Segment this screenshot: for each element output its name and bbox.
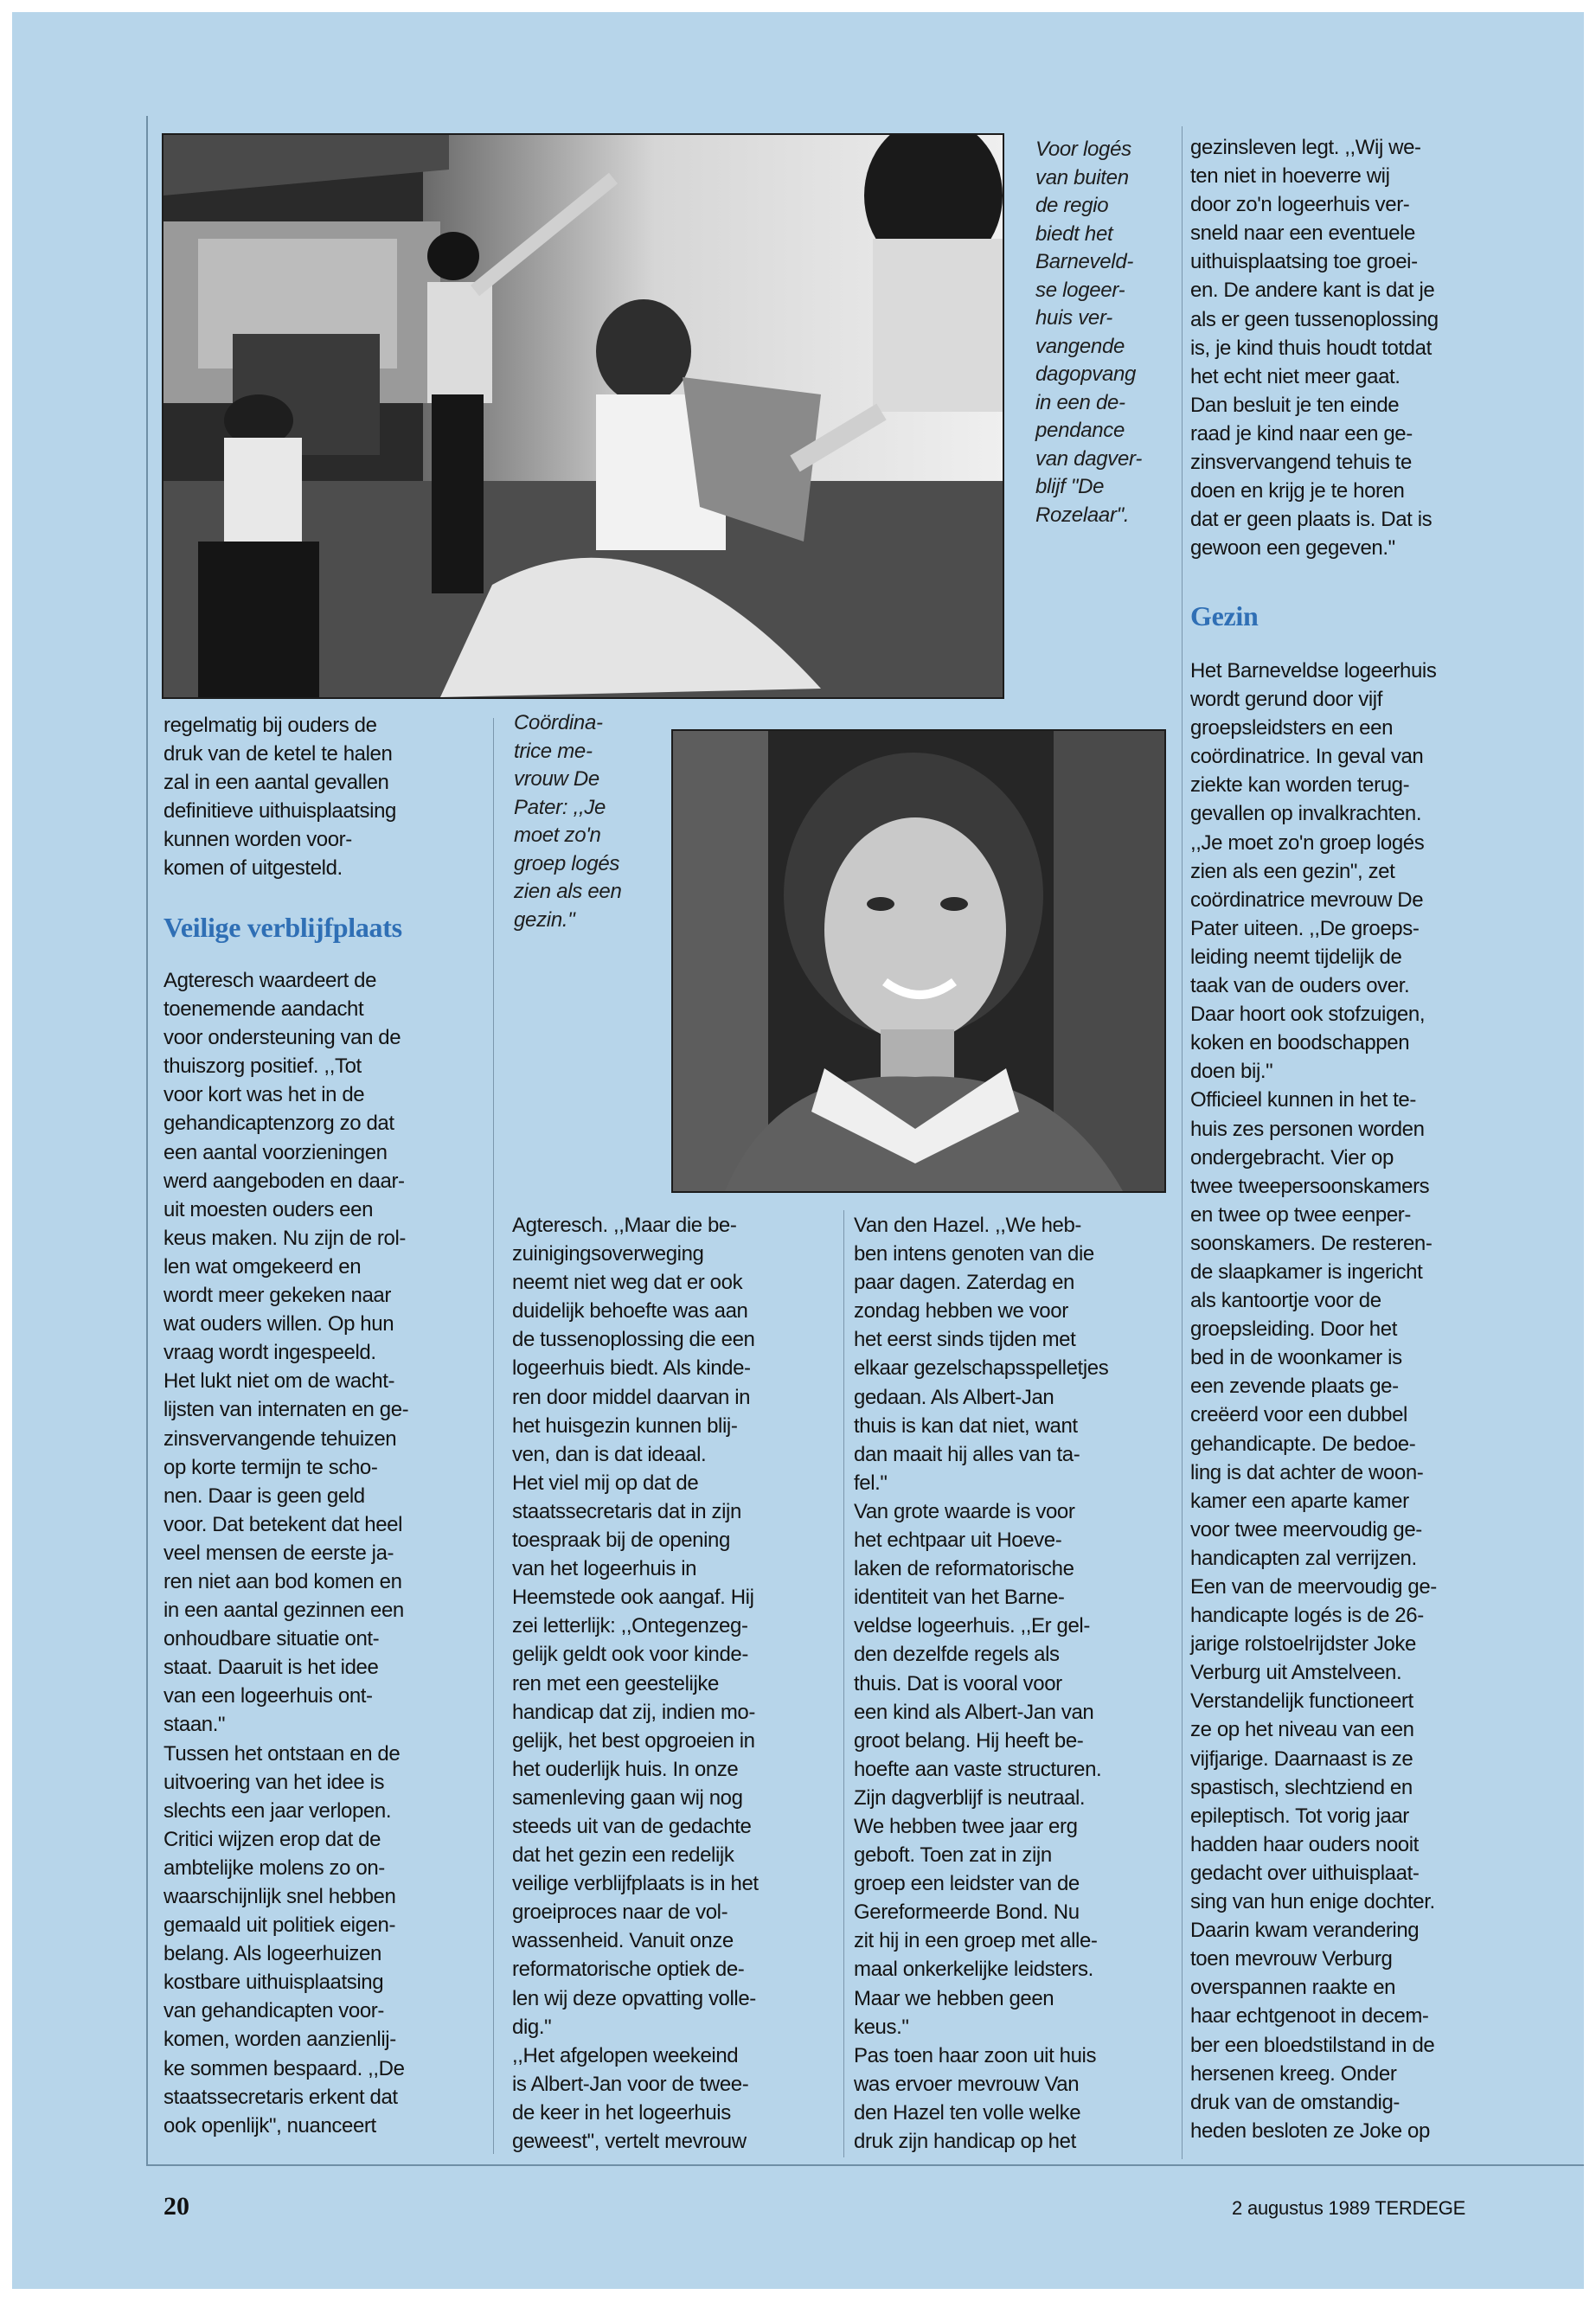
text-line: een aantal voorzieningen	[163, 1140, 388, 1164]
text-line: het huisgezin kunnen blij-	[512, 1413, 738, 1438]
text-line: ambtelijke molens zo on-	[163, 1856, 385, 1880]
text-line: ven, dan is dat ideaal.	[512, 1442, 707, 1466]
text-line: de tussenoplossing die een	[512, 1328, 755, 1352]
photo-caption-portrait	[514, 709, 661, 934]
text-line: creëerd voor een dubbel	[1190, 1403, 1407, 1427]
publication-date: 2 augustus 1989 TERDEGE	[1232, 2197, 1466, 2219]
magazine-page	[12, 12, 1584, 2289]
text-line: heden besloten ze Joke op	[1190, 2118, 1430, 2143]
column-4-body	[1190, 657, 1519, 2145]
text-line: het ouderlijk huis. In onze	[512, 1757, 739, 1781]
text-line: ren met een geestelijke	[512, 1671, 719, 1695]
text-line: kamer een aparte kamer	[1190, 1489, 1409, 1513]
text-line: voor twee meervoudig ge-	[1190, 1517, 1422, 1541]
text-line: laken de reformatorische	[854, 1557, 1074, 1581]
text-line: Tussen het ontstaan en de	[163, 1741, 401, 1766]
text-line: steeds uit van de gedachte	[512, 1814, 752, 1838]
caption-line: pendance	[1035, 419, 1125, 442]
text-line: spastisch, slechtziend en	[1190, 1775, 1413, 1799]
text-line: wordt gerund door vijf	[1190, 688, 1382, 712]
text-line: ten niet in hoeverre wij	[1190, 164, 1390, 189]
section-heading-gezin: Gezin	[1190, 600, 1259, 631]
text-line: in een aantal gezinnen een	[163, 1599, 404, 1623]
text-line: veel mensen de eerste ja-	[163, 1541, 394, 1565]
text-line: gelijk geldt ook voor kinde-	[512, 1643, 748, 1667]
text-line: handicapte logés is de 26-	[1190, 1604, 1424, 1628]
text-line: de slaapkamer is ingericht	[1190, 1259, 1423, 1284]
text-line: veldse logeerhuis. ,,Er gel-	[854, 1614, 1090, 1638]
text-line: Verburg uit Amstelveen.	[1190, 1661, 1402, 1685]
text-line: ling is dat achter de woon-	[1190, 1460, 1424, 1484]
text-line: hoefte aan vaste structuren.	[854, 1757, 1102, 1781]
text-line: dan maait hij alles van ta-	[854, 1442, 1080, 1466]
text-line: nen. Daar is geen geld	[163, 1484, 365, 1508]
caption-line: Rozelaar".	[1035, 503, 1130, 527]
text-line: sing van hun enige dochter.	[1190, 1890, 1435, 1914]
text-line: gezinsleven legt. ,,Wij we-	[1190, 136, 1421, 159]
text-line: komen, worden aanzienlij-	[163, 2028, 396, 2052]
column-divider	[1182, 126, 1183, 2159]
text-line: den dezelfde regels als	[854, 1643, 1060, 1667]
page-number: 20	[163, 2192, 189, 2221]
text-line: groepsleiding. Door het	[1190, 1317, 1397, 1342]
text-line: Critici wijzen erop dat de	[163, 1827, 381, 1851]
text-line: uitvoering van het idee is	[163, 1770, 385, 1794]
text-line: Gereformeerde Bond. Nu	[854, 1900, 1080, 1925]
text-line: als kantoortje voor de	[1190, 1289, 1381, 1313]
text-line: werd aangeboden en daar-	[163, 1169, 405, 1193]
text-line: wat ouders willen. Op hun	[163, 1312, 394, 1336]
text-line: len wat omgekeerd en	[163, 1254, 362, 1279]
text-line: van een logeerhuis ont-	[163, 1684, 373, 1708]
text-line: het echtpaar uit Hoeve-	[854, 1529, 1062, 1553]
text-line: geweest", vertelt mevrouw	[512, 2130, 747, 2153]
text-line: ben intens genoten van die	[854, 1242, 1094, 1266]
text-line: de keer in het logeerhuis	[512, 2100, 731, 2125]
column-divider	[843, 1210, 844, 2157]
caption-line: Barneveld-	[1035, 250, 1134, 273]
text-line: een zevende plaats ge-	[1190, 1375, 1399, 1399]
text-line: keus maken. Nu zijn de rol-	[163, 1226, 406, 1250]
column-1-body	[163, 966, 488, 2140]
text-line: is Albert-Jan voor de twee-	[512, 2072, 749, 2096]
text-line: maal onkerkelijke leidsters.	[854, 1958, 1093, 1982]
text-line: ren niet aan bod komen en	[163, 1569, 402, 1593]
text-line: sneld naar een eventuele	[1190, 221, 1415, 246]
text-line: raad je kind naar een ge-	[1190, 421, 1413, 445]
text-line: komen of uitgesteld.	[163, 856, 343, 881]
text-line: voor kort was het in de	[163, 1083, 365, 1107]
text-line: Dan besluit je ten einde	[1190, 393, 1400, 417]
text-line: soonskamers. De resteren-	[1190, 1231, 1433, 1255]
text-line: staatssecretaris dat in zijn	[512, 1499, 741, 1523]
text-line: gehandicapte. De bedoe-	[1190, 1432, 1416, 1456]
text-line: ke sommen bespaard. ,,De	[163, 2056, 405, 2080]
text-line: is, je kind thuis houdt totdat	[1190, 336, 1432, 360]
text-line: Daar hoort ook stofzuigen,	[1190, 1003, 1426, 1027]
caption-line: blijf "De	[1035, 475, 1105, 498]
text-line: vraag wordt ingespeeld.	[163, 1341, 376, 1365]
caption-line: huis ver-	[1035, 306, 1112, 330]
text-line: door zo'n logeerhuis ver-	[1190, 193, 1410, 217]
text-line: voor ondersteuning van de	[163, 1026, 401, 1050]
caption-line: se logeer-	[1035, 278, 1125, 302]
column-4-top	[1190, 133, 1515, 562]
text-line: staat. Daaruit is het idee	[163, 1656, 379, 1680]
text-line: jarige rolstoelrijdster Joke	[1190, 1632, 1416, 1657]
workshop-photo	[162, 133, 1004, 699]
text-line: gedacht over uithuisplaat-	[1190, 1861, 1420, 1885]
column-2-body	[512, 1211, 836, 2156]
column-divider	[493, 718, 494, 2154]
text-line: doen en krijg je te horen	[1190, 479, 1405, 503]
text-line: taak van de ouders over.	[1190, 974, 1410, 998]
text-line: gemaald uit politiek eigen-	[163, 1913, 396, 1938]
text-line: huis zes personen worden	[1190, 1117, 1425, 1141]
text-line: waarschijnlijk snel hebben	[163, 1885, 396, 1908]
text-line: Van grote waarde is voor	[854, 1499, 1075, 1523]
text-line: regelmatig bij ouders de	[163, 714, 377, 737]
text-line: Agteresch. ,,Maar die be-	[512, 1214, 737, 1237]
caption-line: vrouw De	[514, 767, 599, 791]
text-line: zinsvervangende tehuizen	[163, 1426, 397, 1451]
text-line: geboft. Toen zat in zijn	[854, 1843, 1052, 1868]
text-line: zondag hebben we voor	[854, 1299, 1068, 1324]
text-line: bed in de woonkamer is	[1190, 1346, 1402, 1370]
caption-line: vangende	[1035, 334, 1125, 358]
text-line: We hebben twee jaar erg	[854, 1814, 1078, 1838]
text-line: veilige verblijfplaats is in het	[512, 1872, 759, 1896]
text-line: staan."	[163, 1713, 226, 1737]
text-line: thuis is kan dat niet, want	[854, 1413, 1078, 1438]
text-line: zinsvervangend tehuis te	[1190, 451, 1412, 475]
text-line: gelijk, het best opgroeien in	[512, 1728, 755, 1753]
text-line: ziekte kan worden terug-	[1190, 773, 1410, 798]
text-line: het eerst sinds tijden met	[854, 1328, 1076, 1352]
text-line: en twee op twee eenper-	[1190, 1202, 1411, 1227]
text-line: den Hazel ten volle welke	[854, 2100, 1081, 2125]
caption-line: biedt het	[1035, 221, 1113, 246]
text-line: Pater uiteen. ,,De groeps-	[1190, 916, 1420, 940]
text-line: zei letterlijk: ,,Ontegenzeg-	[512, 1614, 748, 1638]
text-line: Een van de meervoudig ge-	[1190, 1575, 1437, 1599]
text-line: thuis. Dat is vooral voor	[854, 1671, 1062, 1695]
text-line: dat het gezin een redelijk	[512, 1843, 734, 1868]
text-line: Officieel kunnen in het te-	[1190, 1088, 1416, 1112]
text-line: ondergebracht. Vier op	[1190, 1145, 1394, 1170]
text-line: thuiszorg positief. ,,Tot	[163, 1054, 362, 1079]
text-line: Het lukt niet om de wacht-	[163, 1369, 395, 1394]
caption-line: Voor logés	[1035, 138, 1131, 161]
text-line: hadden haar ouders nooit	[1190, 1832, 1419, 1856]
text-line: Van den Hazel. ,,We heb-	[854, 1214, 1082, 1237]
text-line: len wij deze opvatting volle-	[512, 1986, 756, 2010]
text-line: Zijn dagverblijf is neutraal.	[854, 1785, 1086, 1810]
text-line: uithuisplaatsing toe groei-	[1190, 250, 1418, 274]
text-line: groot belang. Hij heeft be-	[854, 1728, 1084, 1753]
workshop-photo-image	[163, 135, 1003, 697]
text-line: voor. Dat betekent dat heel	[163, 1512, 403, 1536]
text-line: overspannen raakte en	[1190, 1976, 1396, 2000]
text-line: samenleving gaan wij nog	[512, 1785, 743, 1810]
text-line: vijfjarige. Daarnaast is ze	[1190, 1747, 1413, 1771]
text-line: Het Barneveldse logeerhuis	[1190, 659, 1437, 683]
text-line: doen bij."	[1190, 1060, 1273, 1084]
text-line: ze op het niveau van een	[1190, 1718, 1414, 1742]
text-line: gewoon een gegeven."	[1190, 536, 1395, 561]
text-line: logeerhuis biedt. Als kinde-	[512, 1356, 751, 1381]
text-line: zuinigingsoverweging	[512, 1242, 704, 1266]
text-line: lijsten van internaten en ge-	[163, 1398, 409, 1422]
text-line: identiteit van het Barne-	[854, 1586, 1065, 1610]
text-line: zit hij in een groep met alle-	[854, 1929, 1098, 1953]
text-line: wassenheid. Vanuit onze	[512, 1929, 734, 1953]
text-line: als er geen tussenoplossing	[1190, 307, 1439, 331]
text-line: Maar we hebben geen	[854, 1986, 1054, 2010]
text-line: toen mevrouw Verburg	[1190, 1947, 1393, 1971]
text-line: dig."	[512, 2015, 552, 2039]
text-line: dat er geen plaats is. Dat is	[1190, 508, 1433, 532]
text-line: zal in een aantal gevallen	[163, 771, 389, 795]
photo-caption-top	[1035, 136, 1170, 529]
text-line: paar dagen. Zaterdag en	[854, 1271, 1074, 1295]
section-heading-veilige-verblijfplaats: Veilige verblijfplaats	[163, 912, 402, 943]
text-line: zien als een gezin", zet	[1190, 859, 1395, 883]
text-line: toespraak bij de opening	[512, 1529, 730, 1553]
column-3-body	[854, 1211, 1174, 2156]
text-line: van het logeerhuis in	[512, 1557, 697, 1581]
text-line: keus."	[854, 2015, 909, 2039]
text-line: kunnen worden voor-	[163, 828, 352, 852]
text-line: groeiproces naar de vol-	[512, 1900, 728, 1925]
text-line: Het viel mij op dat de	[512, 1471, 699, 1495]
bottom-rule	[146, 2164, 1584, 2166]
text-line: epileptisch. Tot vorig jaar	[1190, 1804, 1409, 1828]
text-line: Verstandelijk functioneert	[1190, 1689, 1413, 1714]
column-1-intro	[163, 711, 488, 883]
text-line: ren door middel daarvan in	[512, 1385, 751, 1409]
caption-line: groep logés	[514, 851, 620, 875]
text-line: kostbare uithuisplaatsing	[163, 1971, 384, 1995]
text-line: op korte termijn te scho-	[163, 1455, 378, 1479]
text-line: duidelijk behoefte was aan	[512, 1299, 748, 1324]
text-line: een kind als Albert-Jan van	[854, 1700, 1094, 1724]
text-line: Pas toen haar zoon uit huis	[854, 2043, 1097, 2067]
text-line: staatssecretaris erkent dat	[163, 2085, 398, 2109]
text-line: druk van de ketel te halen	[163, 742, 393, 766]
caption-line: in een de-	[1035, 390, 1125, 414]
text-line: ook openlijk", nuanceert	[163, 2113, 376, 2138]
text-line: wordt meer gekeken naar	[163, 1284, 391, 1308]
text-line: gehandicaptenzorg zo dat	[163, 1112, 394, 1136]
text-line: groep een leidster van de	[854, 1872, 1080, 1896]
text-line: ,,Je moet zo'n groep logés	[1190, 830, 1425, 855]
text-line: Daarin kwam verandering	[1190, 1919, 1420, 1943]
caption-line: gezin."	[514, 907, 575, 932]
caption-line: Coördina-	[514, 711, 603, 734]
text-line: reformatorische optiek de-	[512, 1958, 745, 1982]
text-line: was ervoer mevrouw Van	[854, 2072, 1080, 2096]
text-line: twee tweepersoonskamers	[1190, 1174, 1430, 1198]
caption-line: van buiten	[1035, 165, 1129, 189]
text-line: Agteresch waardeert de	[163, 969, 377, 992]
text-line: koken en boodschappen	[1190, 1031, 1410, 1055]
text-line: neemt niet weg dat er ook	[512, 1271, 743, 1295]
portrait-photo	[671, 729, 1166, 1193]
text-line: onhoudbare situatie ont-	[163, 1627, 380, 1651]
text-line: toenemende aandacht	[163, 997, 364, 1022]
text-line: en. De andere kant is dat je	[1190, 279, 1435, 303]
text-line: hersenen kreeg. Onder	[1190, 2061, 1397, 2086]
text-line: definitieve uithuisplaatsing	[163, 799, 396, 824]
caption-line: van dagver-	[1035, 446, 1143, 471]
text-line: ber een bloedstilstand in de	[1190, 2033, 1435, 2057]
caption-line: de regio	[1035, 194, 1109, 217]
text-line: gevallen op invalkrachten.	[1190, 802, 1422, 826]
text-line: coördinatrice mevrouw De	[1190, 888, 1424, 912]
text-line: coördinatrice. In geval van	[1190, 745, 1424, 769]
text-line: Heemstede ook aangaf. Hij	[512, 1586, 754, 1610]
text-line: leiding neemt tijdelijk de	[1190, 945, 1402, 969]
text-line: slechts een jaar verlopen.	[163, 1798, 392, 1823]
text-line: fel."	[854, 1471, 888, 1495]
text-line: druk zijn handicap op het	[854, 2130, 1076, 2153]
text-line: handicapten zal verrijzen.	[1190, 1546, 1417, 1570]
text-line: belang. Als logeerhuizen	[163, 1942, 381, 1966]
portrait-photo-image	[673, 731, 1164, 1191]
caption-line: trice me-	[514, 739, 593, 763]
caption-line: dagopvang	[1035, 362, 1137, 386]
text-line: uit moesten ouders een	[163, 1197, 374, 1221]
text-line: groepsleidsters en een	[1190, 716, 1394, 740]
text-line: ,,Het afgelopen weekeind	[512, 2043, 739, 2067]
text-line: van gehandicapten voor-	[163, 1999, 384, 2023]
text-line: elkaar gezelschapsspelletjes	[854, 1356, 1109, 1381]
caption-line: Pater: ,,Je	[514, 795, 606, 819]
caption-line: moet zo'n	[514, 824, 601, 847]
text-line: druk van de omstandig-	[1190, 2090, 1401, 2114]
text-line: haar echtgenoot in decem-	[1190, 2004, 1429, 2029]
text-line: gedaan. Als Albert-Jan	[854, 1385, 1054, 1409]
text-line: het echt niet meer gaat.	[1190, 364, 1401, 388]
caption-line: zien als een	[514, 880, 622, 903]
text-line: handicap dat zij, indien mo-	[512, 1700, 755, 1724]
